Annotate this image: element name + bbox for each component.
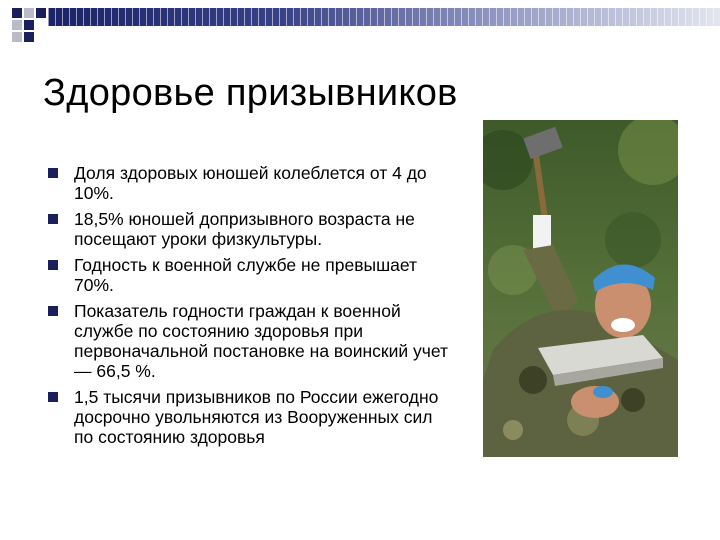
bullet-text: Годность к военной службе не превышает 70%. [74, 255, 418, 295]
bullet-list [48, 163, 453, 453]
bullet-item [48, 387, 453, 447]
bullet-text: 1,5 тысячи призывников по России ежегодно досрочно увольняются из Вооруженных сил по состоянию здоровья [74, 387, 439, 447]
square-bullet-icon [48, 168, 58, 178]
square-bullet-icon [48, 214, 58, 224]
corner-square-1 [12, 8, 22, 18]
bullet-item [48, 255, 453, 295]
slide-title: Здоровье призывников [43, 72, 458, 114]
bullet-text: Доля здоровых юношей колеблется от 4 до 10%. [74, 163, 427, 203]
square-bullet-icon [48, 306, 58, 316]
corner-square-2 [24, 8, 34, 18]
soldier-photo [483, 120, 678, 457]
bullet-text: Показатель годности граждан к военной службе по состоянию здоровья при первоначальной постановке на воинский учет — 66,5 %. [74, 301, 449, 381]
corner-square-4 [12, 20, 22, 30]
corner-square-6 [12, 32, 22, 42]
header-gradient-bar [48, 8, 720, 26]
square-bullet-icon [48, 392, 58, 402]
bullet-item [48, 209, 453, 249]
square-bullet-icon [48, 260, 58, 270]
corner-square-3 [36, 8, 46, 18]
corner-square-7 [24, 32, 34, 42]
corner-square-5 [24, 20, 34, 30]
bullet-item [48, 163, 453, 203]
bullet-item [48, 301, 453, 381]
bullet-text: 18,5% юношей допризывного возраста не посещают уроки физкультуры. [74, 209, 415, 249]
